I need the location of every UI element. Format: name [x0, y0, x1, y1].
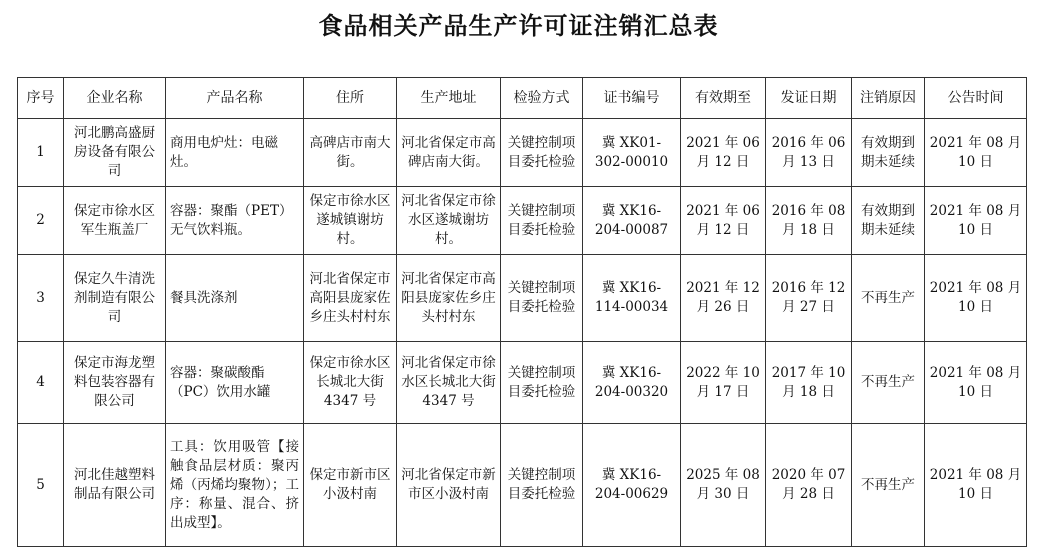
cell-announce: 2021 年 08 月 10 日: [925, 342, 1027, 424]
header-row: [18, 78, 1027, 119]
cell-no: 3: [18, 255, 64, 342]
cell-company: 保定久牛清洗剂制造有限公司: [64, 255, 166, 342]
cell-product: 容器：聚碳酸酯（PC）饮用水罐: [166, 342, 304, 424]
cell-cert: 冀 XK16-114-00034: [583, 255, 681, 342]
cell-cert: 冀 XK16-204-00087: [583, 187, 681, 255]
cell-company: 河北佳越塑料制品有限公司: [64, 424, 166, 547]
header-address: 生产地址: [397, 78, 501, 119]
cell-issue: 2016 年 06 月 13 日: [766, 119, 852, 187]
cell-reason: 不再生产: [852, 424, 925, 547]
header-inspection: 检验方式: [501, 78, 583, 119]
cell-product: 餐具洗涤剂: [166, 255, 304, 342]
cell-reason: 不再生产: [852, 342, 925, 424]
header-announce: 公告时间: [925, 78, 1027, 119]
cell-residence: 保定市新市区小汲村南: [304, 424, 397, 547]
cell-address: 河北省保定市高碑店南大街。: [397, 119, 501, 187]
cell-announce: 2021 年 08 月 10 日: [925, 255, 1027, 342]
cell-announce: 2021 年 08 月 10 日: [925, 187, 1027, 255]
header-cert: 证书编号: [583, 78, 681, 119]
cell-product: 工具：饮用吸管【接触食品层材质：聚丙烯（丙烯均聚物）；工序：称量、混合、挤出成型】。: [166, 424, 304, 547]
cell-issue: 2017 年 10 月 18 日: [766, 342, 852, 424]
cell-company: 保定市海龙塑料包装容器有限公司: [64, 342, 166, 424]
cell-address: 河北省保定市高阳县庞家佐乡庄头村村东: [397, 255, 501, 342]
cell-cert: 冀 XK16-204-00629: [583, 424, 681, 547]
cell-reason: 有效期到期未延续: [852, 187, 925, 255]
cell-valid: 2021 年 06 月 12 日: [681, 119, 766, 187]
cell-residence: 保定市徐水区长城北大街 4347 号: [304, 342, 397, 424]
cell-product: 容器：聚酯（PET）无气饮料瓶。: [166, 187, 304, 255]
cell-no: 5: [18, 424, 64, 547]
cell-address: 河北省保定市徐水区长城北大街 4347 号: [397, 342, 501, 424]
cell-residence: 高碑店市南大街。: [304, 119, 397, 187]
header-reason: 注销原因: [852, 78, 925, 119]
cell-company: 保定市徐水区军生瓶盖厂: [64, 187, 166, 255]
header-residence: 住所: [304, 78, 397, 119]
table-row: [18, 255, 1027, 342]
cell-issue: 2020 年 07 月 28 日: [766, 424, 852, 547]
cell-issue: 2016 年 12 月 27 日: [766, 255, 852, 342]
table-row: [18, 342, 1027, 424]
cell-valid: 2025 年 08 月 30 日: [681, 424, 766, 547]
cell-inspection: 关键控制项目委托检验: [501, 119, 583, 187]
cell-inspection: 关键控制项目委托检验: [501, 342, 583, 424]
cell-announce: 2021 年 08 月 10 日: [925, 119, 1027, 187]
license-table: [17, 77, 1027, 547]
cell-no: 1: [18, 119, 64, 187]
header-product: 产品名称: [166, 78, 304, 119]
cell-valid: 2021 年 12 月 26 日: [681, 255, 766, 342]
cell-address: 河北省保定市新市区小汲村南: [397, 424, 501, 547]
cell-address: 河北省保定市徐水区遂城谢坊村。: [397, 187, 501, 255]
cell-valid: 2021 年 06 月 12 日: [681, 187, 766, 255]
cell-inspection: 关键控制项目委托检验: [501, 255, 583, 342]
cell-residence: 保定市徐水区遂城镇谢坊村。: [304, 187, 397, 255]
cell-no: 4: [18, 342, 64, 424]
cell-reason: 不再生产: [852, 255, 925, 342]
cell-valid: 2022 年 10 月 17 日: [681, 342, 766, 424]
cell-reason: 有效期到期未延续: [852, 119, 925, 187]
cell-cert: 冀 XK01-302-00010: [583, 119, 681, 187]
cell-announce: 2021 年 08 月 10 日: [925, 424, 1027, 547]
table-row: [18, 119, 1027, 187]
cell-product: 商用电炉灶：电磁灶。: [166, 119, 304, 187]
cell-issue: 2016 年 08 月 18 日: [766, 187, 852, 255]
page-title: 食品相关产品生产许可证注销汇总表: [318, 12, 719, 40]
cell-inspection: 关键控制项目委托检验: [501, 187, 583, 255]
header-no: 序号: [18, 78, 64, 119]
cell-no: 2: [18, 187, 64, 255]
header-valid: 有效期至: [681, 78, 766, 119]
header-issue: 发证日期: [766, 78, 852, 119]
table-row: [18, 424, 1027, 547]
cell-company: 河北鹏高盛厨房设备有限公司: [64, 119, 166, 187]
header-company: 企业名称: [64, 78, 166, 119]
cell-residence: 河北省保定市高阳县庞家佐乡庄头村村东: [304, 255, 397, 342]
cell-cert: 冀 XK16-204-00320: [583, 342, 681, 424]
cell-inspection: 关键控制项目委托检验: [501, 424, 583, 547]
table-row: [18, 187, 1027, 255]
